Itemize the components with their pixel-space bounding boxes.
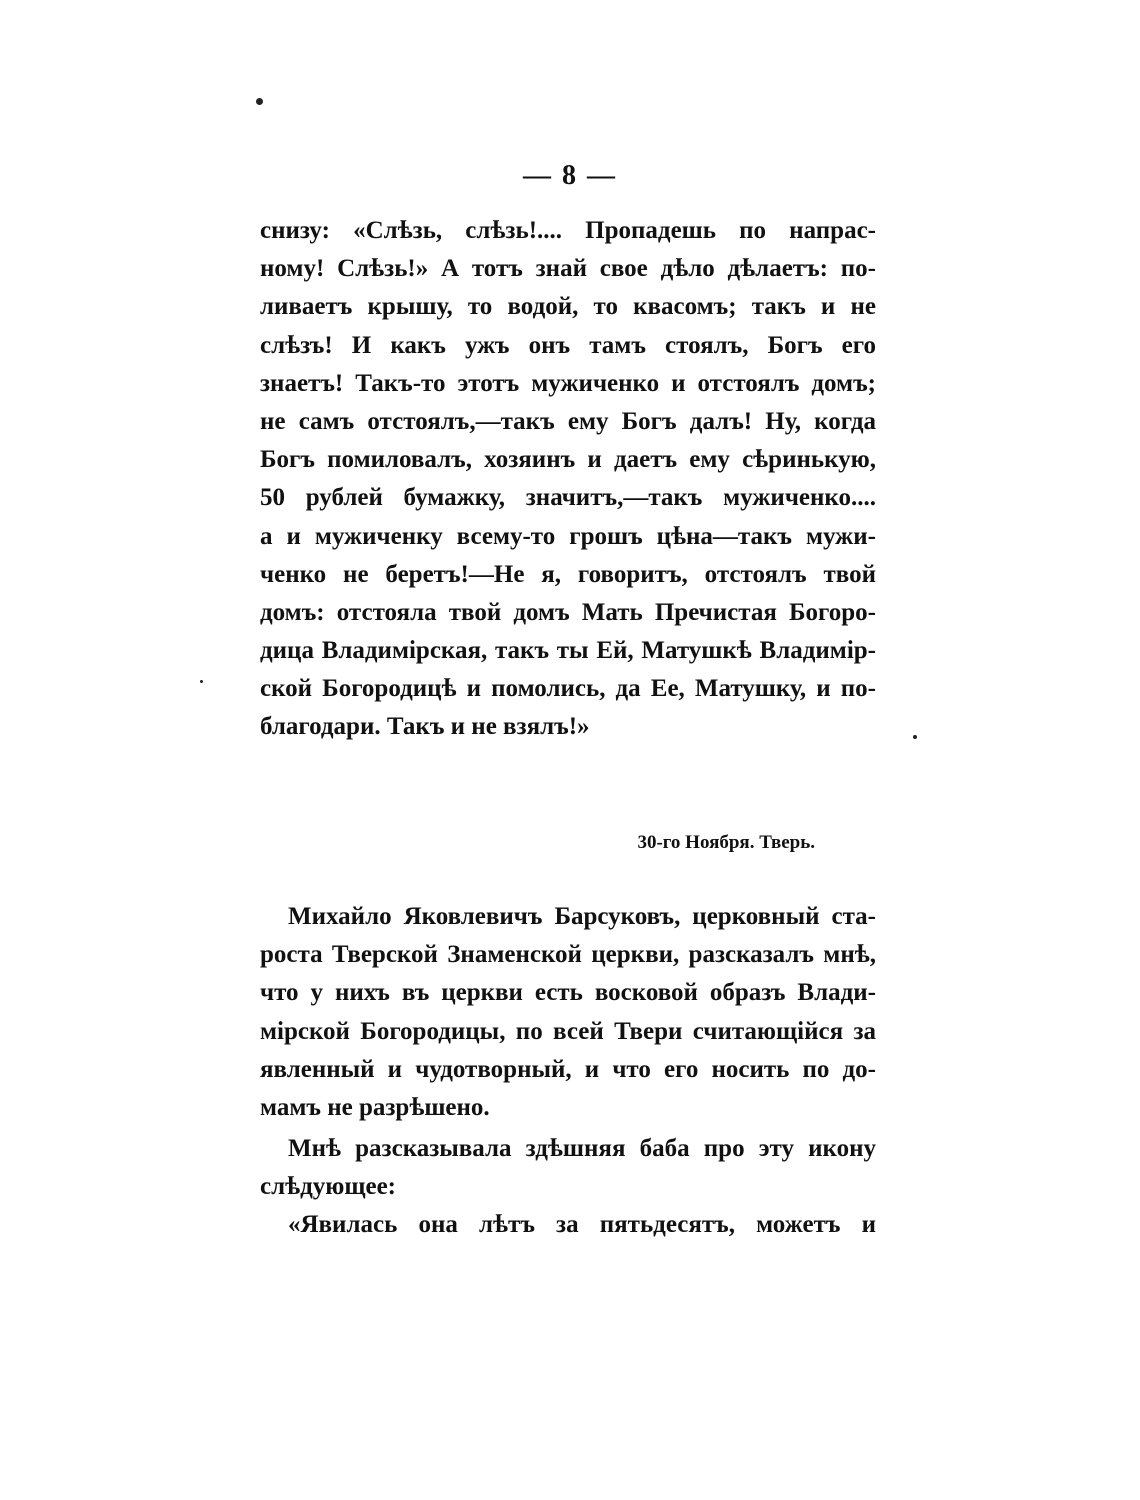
text-line: ному! Слѣзь!» А тотъ знай свое дѣло дѣлаетъ: по- — [260, 255, 876, 283]
text-line: роста Тверской Знаменской церкви, разсказалъ мнѣ, — [260, 941, 876, 969]
text-line: Мнѣ разсказывала здѣшняя баба про эту икону — [288, 1135, 876, 1162]
text-line: дица Владимірская, такъ ты Ей, Матушкѣ Владимір- — [260, 637, 876, 665]
text-line: ской Богородицѣ и помолись, да Ее, Матушку, и по- — [260, 675, 876, 703]
text-line: мірской Богородицы, по всей Твери считающійся за — [260, 1017, 876, 1045]
ink-speck — [256, 98, 263, 105]
text-line: домъ: отстояла твой домъ Мать Пречистая Богоро- — [260, 598, 876, 626]
page-number: — 8 — — [523, 160, 617, 191]
paragraph-continued — [260, 212, 876, 747]
text-line: что у нихъ въ церкви есть восковой образъ Влади- — [260, 979, 876, 1007]
text-line: Михайло Яковлевичъ Барсуковъ, церковный ста- — [288, 903, 876, 930]
text-line: 50 рублей бумажку, значитъ,—такъ мужиченко.... — [260, 484, 876, 512]
ink-speck — [200, 680, 203, 683]
text-line: мамъ не разрѣшено. — [260, 1093, 490, 1121]
text-line: ливаетъ крышу, то водой, то квасомъ; такъ и не — [260, 293, 876, 321]
text-line: благодари. Такъ и не взялъ!» — [260, 713, 590, 741]
text-line: снизу: «Слѣзь, слѣзь!.... Пропадешь по напрас- — [260, 217, 876, 244]
dateline: 30-го Ноября. Тверь. — [637, 832, 815, 853]
text-line: не самъ отстоялъ,—такъ ему Богъ далъ! Ну, когда — [260, 407, 876, 435]
text-line: знаетъ! Такъ-то этотъ мужиченко и отстоялъ домъ; — [260, 369, 876, 397]
text-line: слѣзъ! И какъ ужъ онъ тамъ стоялъ, Богъ его — [260, 331, 876, 359]
paragraph-baba-story — [260, 1130, 876, 1245]
ink-speck — [913, 735, 917, 739]
text-line: а и мужиченку всему-то грошъ цѣна—такъ мужи- — [260, 522, 876, 550]
text-line: явленный и чудотворный, и что его носить по до- — [260, 1055, 876, 1083]
text-line: «Явилась она лѣтъ за пятьдесятъ, можетъ и — [288, 1211, 876, 1239]
text-line: ченко не беретъ!—Не я, говоритъ, отстоялъ твой — [260, 560, 876, 588]
paragraph-barsukov — [260, 898, 876, 1127]
text-line: слѣдующее: — [260, 1173, 396, 1201]
text-line: Богъ помиловалъ, хозяинъ и даетъ ему сѣринькую, — [260, 446, 876, 474]
